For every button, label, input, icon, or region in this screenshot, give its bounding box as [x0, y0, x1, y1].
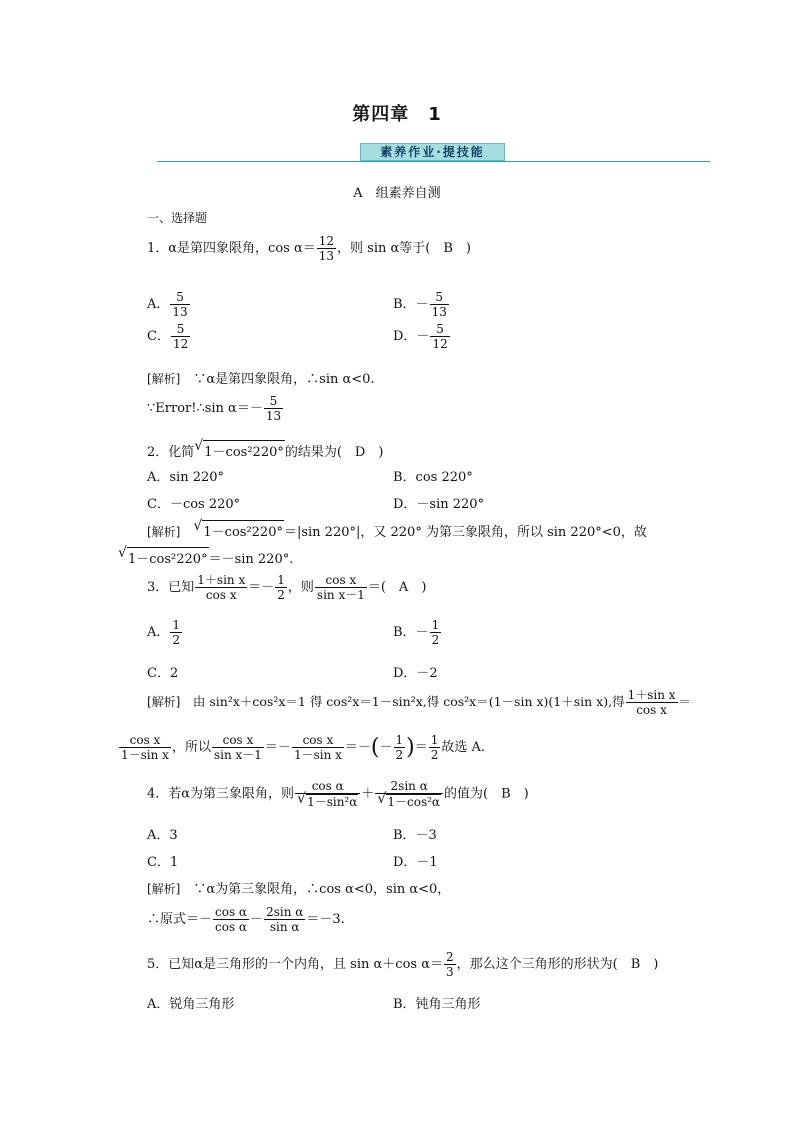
q3-analysis-2: $\frac{\text{cos x}}{\text{1－sin x}}$ ，所以 $\frac{\text{cos x}}{\text{sin x－1}}$ ＝－ $\frac{\text{cos x}}{\text{1－sin x}}$ ＝－(－ $\frac{1}{2}$ )＝ $\frac{1}{2}$ 故选 A. [121, 733, 486, 762]
q5-option-b: B．钝角三角形 [393, 997, 481, 1012]
question-5: 5．已知α是三角形的一个内角，且 sin α＋cos α＝ $\frac{2}{3}$ ，那么这个三角形的形状为( B ) [147, 950, 659, 979]
q4-option-a: A．3 [147, 828, 178, 843]
question-1: 1．α是第四象限角，cos α＝ $\frac{12}{13}$ ，则 sin α等于( B ) [147, 234, 471, 263]
q2-option-d: D．－sin 220° [393, 497, 485, 512]
q4-option-c: C．1 [147, 855, 179, 870]
q1-option-b: B．－ $\frac{5}{13}$ [393, 290, 447, 319]
question-3: 3．已知 $\frac{\text{1＋sin x}}{\text{cos x}}$ ＝－ $\frac{1}{2}$ ，则 $\frac{\text{cos x}}{\text{sin x－1}}$ ＝( A ) [147, 573, 427, 602]
banner-divider [157, 161, 710, 162]
q3-analysis-1: [解析] 由 sin²x＋cos²x＝1 得 cos²x＝1－sin²x,得 cos²x＝(1－sin x)(1＋sin x),得 $\frac{\text{1＋sin x}}{\text{cos x}}$ ＝ [147, 688, 692, 717]
q2-analysis-1: [解析] √ 1－cos²220°＝|sin 220°|，又 220° 为第三象限角，所以 sin 220°<0，故 [147, 520, 647, 540]
q1-option-a: A． $\frac{5}{13}$ [147, 290, 188, 319]
q2-option-b: B．cos 220° [393, 470, 473, 485]
q3-option-c: C．2 [147, 666, 179, 681]
q3-option-d: D．－2 [393, 666, 438, 681]
banner: 素养作业·提技能 [360, 143, 505, 161]
question-4: 4．若α为第三象限角，则 cos α √ 1－sin²α ＋ 2sin α √ 1－cos²α 的值为( B ) [147, 779, 529, 809]
q1-option-d: D．－ $\frac{5}{12}$ [393, 322, 448, 351]
page-title: 第四章 1 [352, 104, 442, 125]
q4-analysis-1: [解析] ∵α为第三象限角，∴cos α<0，sin α<0， [147, 882, 451, 897]
section-heading: 一、选择题 [147, 211, 208, 225]
q1-analysis-2: ∵Error!∴sin α＝－ $\frac{5}{13}$ [147, 394, 282, 423]
q5-option-a: A．锐角三角形 [147, 997, 235, 1012]
q1-option-c: C． $\frac{5}{12}$ [147, 322, 189, 351]
q1-analysis-1: [解析] ∵α是第四象限角，∴sin α<0. [147, 372, 375, 387]
q3-option-b: B．－ $\frac{1}{2}$ [393, 618, 440, 647]
q2-analysis-2: √ 1－cos²220°＝－sin 220°. [118, 547, 293, 567]
group-title: A 组素养自测 [353, 186, 441, 201]
q3-option-a: A． $\frac{1}{2}$ [147, 618, 181, 647]
question-2: 2．化简√ 1－cos²220°的结果为( D ) [147, 440, 383, 460]
q2-option-c: C．－cos 220° [147, 497, 241, 512]
q4-option-d: D．－1 [393, 855, 438, 870]
q2-option-a: A．sin 220° [147, 470, 225, 485]
q4-option-b: B．－3 [393, 828, 437, 843]
q4-analysis-2: ∴原式＝－ $\frac{\text{cos α}}{\text{cos α}}$ － $\frac{\text{2sin α}}{\text{sin α}}$ ＝－3. [147, 905, 345, 934]
